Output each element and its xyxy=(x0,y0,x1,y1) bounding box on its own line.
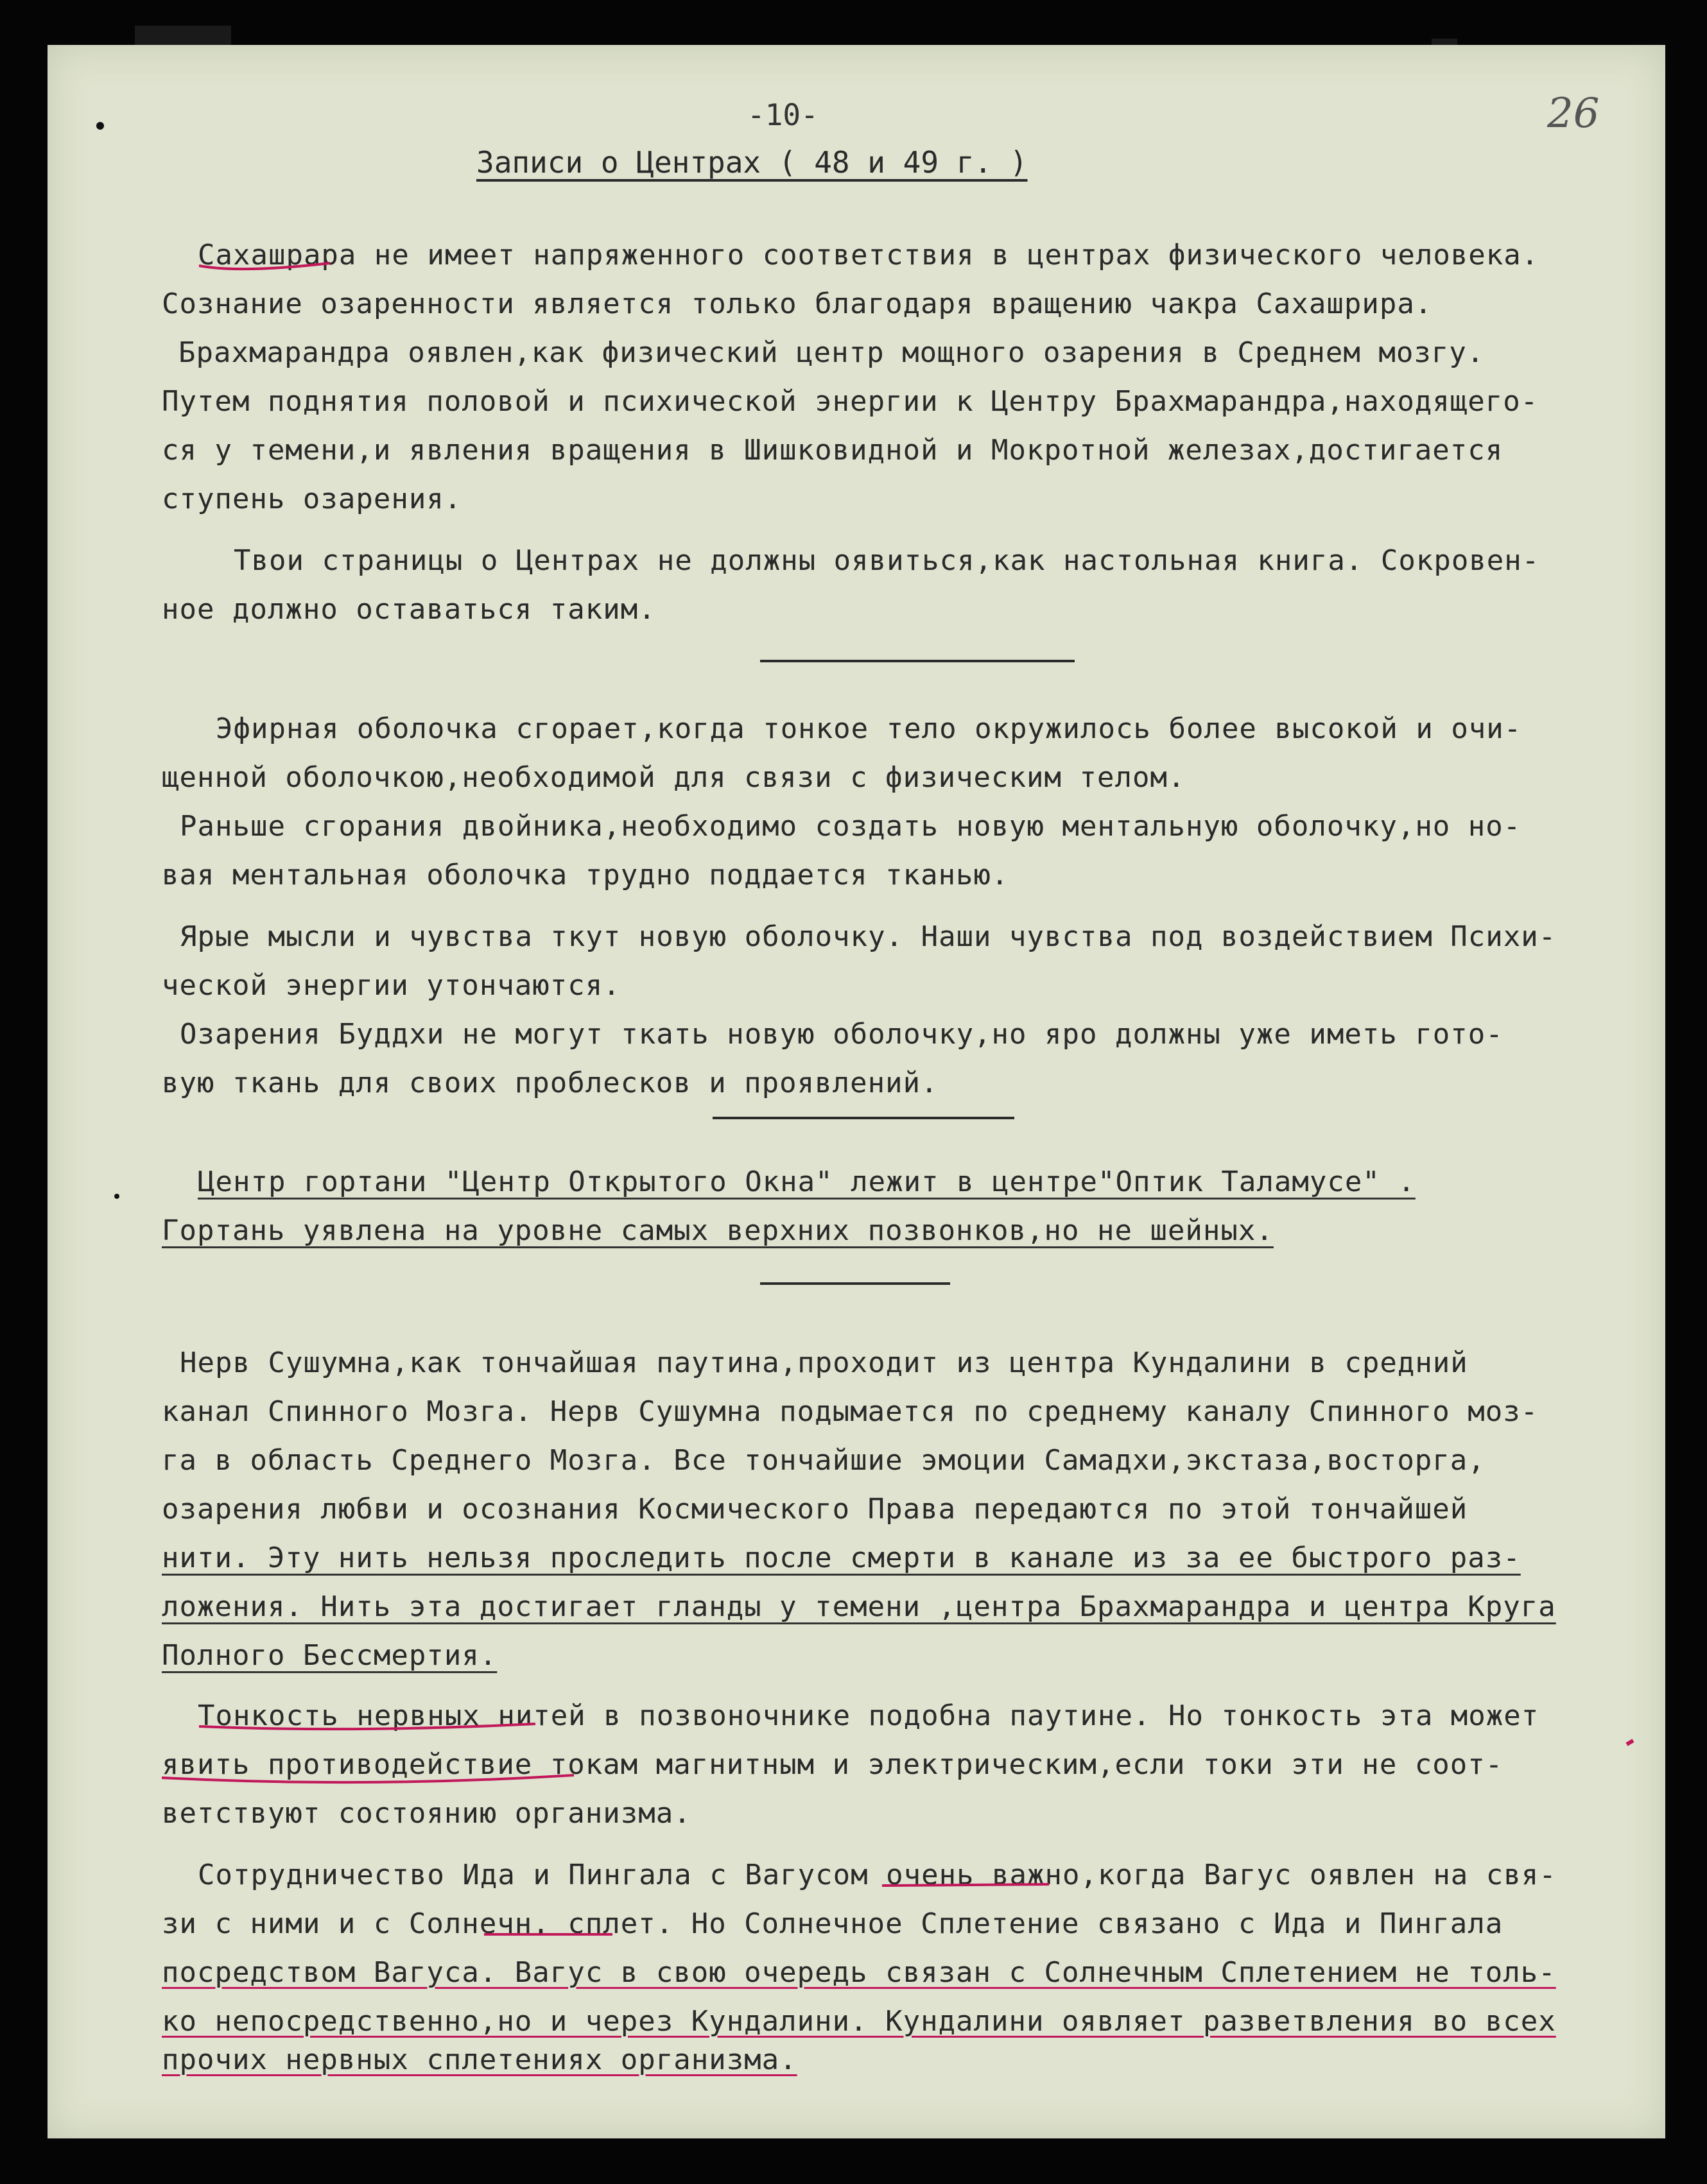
text-line: посредством Вагуса. Вагус в свою очередь связан с Солнечным Сплетением не толь- xyxy=(162,1956,1556,1989)
text-line: явить противодействие токам магнитным и электрическим,если токи эти не соот- xyxy=(162,1748,1503,1781)
pencil-annotations xyxy=(48,45,1665,2138)
text-line: Озарения Буддхи не могут ткать новую оболочку,но яро должны уже иметь гото- xyxy=(180,1018,1503,1051)
document-page xyxy=(48,45,1665,2138)
text-line: Нерв Сушумна,как тончайшая паутина,проходит из центра Кундалини в средний xyxy=(180,1346,1468,1379)
text-line: ся у темени,и явления вращения в Шишковидной и Мокротной железах,достигается xyxy=(162,434,1503,467)
text-line: щенной оболочкою,необходимой для связи с физическим телом. xyxy=(162,761,1186,794)
text-line: Сотрудничество Ида и Пингала с Вагусом очень важно,когда Вагус оявлен на свя- xyxy=(198,1859,1557,1891)
text-line: Полного Бессмертия. xyxy=(162,1639,498,1672)
text-line: ное должно оставаться таким. xyxy=(162,593,656,626)
text-line: Гортань уявлена на уровне самых верхних позвонков,но не шейных. xyxy=(162,1214,1274,1247)
text-line: Брахмарандра оявлен,как физический центр мощного озарения в Среднем мозгу. xyxy=(178,336,1485,369)
text-line: Сахашрара не имеет напряженного соответствия в центрах физического человека. xyxy=(198,239,1539,271)
folio-number: 26 xyxy=(1547,90,1600,137)
text-line: Центр гортани "Центр Открытого Окна" лежит в центре"Оптик Таламусе" . xyxy=(198,1165,1416,1198)
text-line: ступень озарения. xyxy=(162,483,462,515)
text-line: вая ментальная оболочка трудно поддается тканью. xyxy=(162,859,1009,891)
text-line: ложения. Нить эта достигает гланды у темени ,центра Брахмарандра и центра Круга xyxy=(162,1590,1556,1623)
text-line: Ярые мысли и чувства ткут новую оболочку. Наши чувства под воздействием Психи- xyxy=(180,920,1557,953)
text-line: вую ткань для своих проблесков и проявлений. xyxy=(162,1067,939,1099)
text-line: прочих нервных сплетениях организма. xyxy=(162,2043,797,2076)
text-line: Раньше сгорания двойника,необходимо создать новую ментальную оболочку,но но- xyxy=(180,810,1521,843)
text-line: ческой энергии утончаются. xyxy=(162,969,621,1002)
text-line: га в область Среднего Мозга. Все тончайшие эмоции Самадхи,экстаза,восторга, xyxy=(162,1444,1486,1477)
text-line: зи с ними и с Солнечн. сплет. Но Солнечное Сплетение связано с Ида и Пингала xyxy=(162,1907,1503,1940)
text-line: Сознание озаренности является только благодаря вращению чакра Сахашрира. xyxy=(162,288,1433,320)
text-line: Путем поднятия половой и психической энергии к Центру Брахмарандра,находящего- xyxy=(162,385,1539,418)
text-line: Эфирная оболочка сгорает,когда тонкое тело окружилось более высокой и очи- xyxy=(216,712,1522,745)
text-line: ко непосредственно,но и через Кундалини. Кундалини оявляет разветвления во всех xyxy=(162,2005,1556,2038)
text-line: озарения любви и осознания Космического Права передаются по этой тончайшей xyxy=(162,1493,1468,1526)
text-line: ветствуют состоянию организма. xyxy=(162,1797,691,1830)
page-title: Записи о Центрах ( 48 и 49 г. ) xyxy=(476,145,1028,180)
page-number: -10- xyxy=(747,98,819,132)
text-line: нити. Эту нить нельзя проследить после смерти в канале из за ее быстрого раз- xyxy=(162,1542,1521,1574)
text-line: Твои страницы о Центрах не должны оявиться,как настольная книга. Сокровен- xyxy=(234,544,1540,577)
text-line: канал Спинного Мозга. Нерв Сушумна подымается по среднему каналу Спинного моз- xyxy=(162,1395,1539,1428)
text-line: Тонкость нервных нитей в позвоночнике подобна паутине. Но тонкость эта может xyxy=(198,1699,1539,1732)
